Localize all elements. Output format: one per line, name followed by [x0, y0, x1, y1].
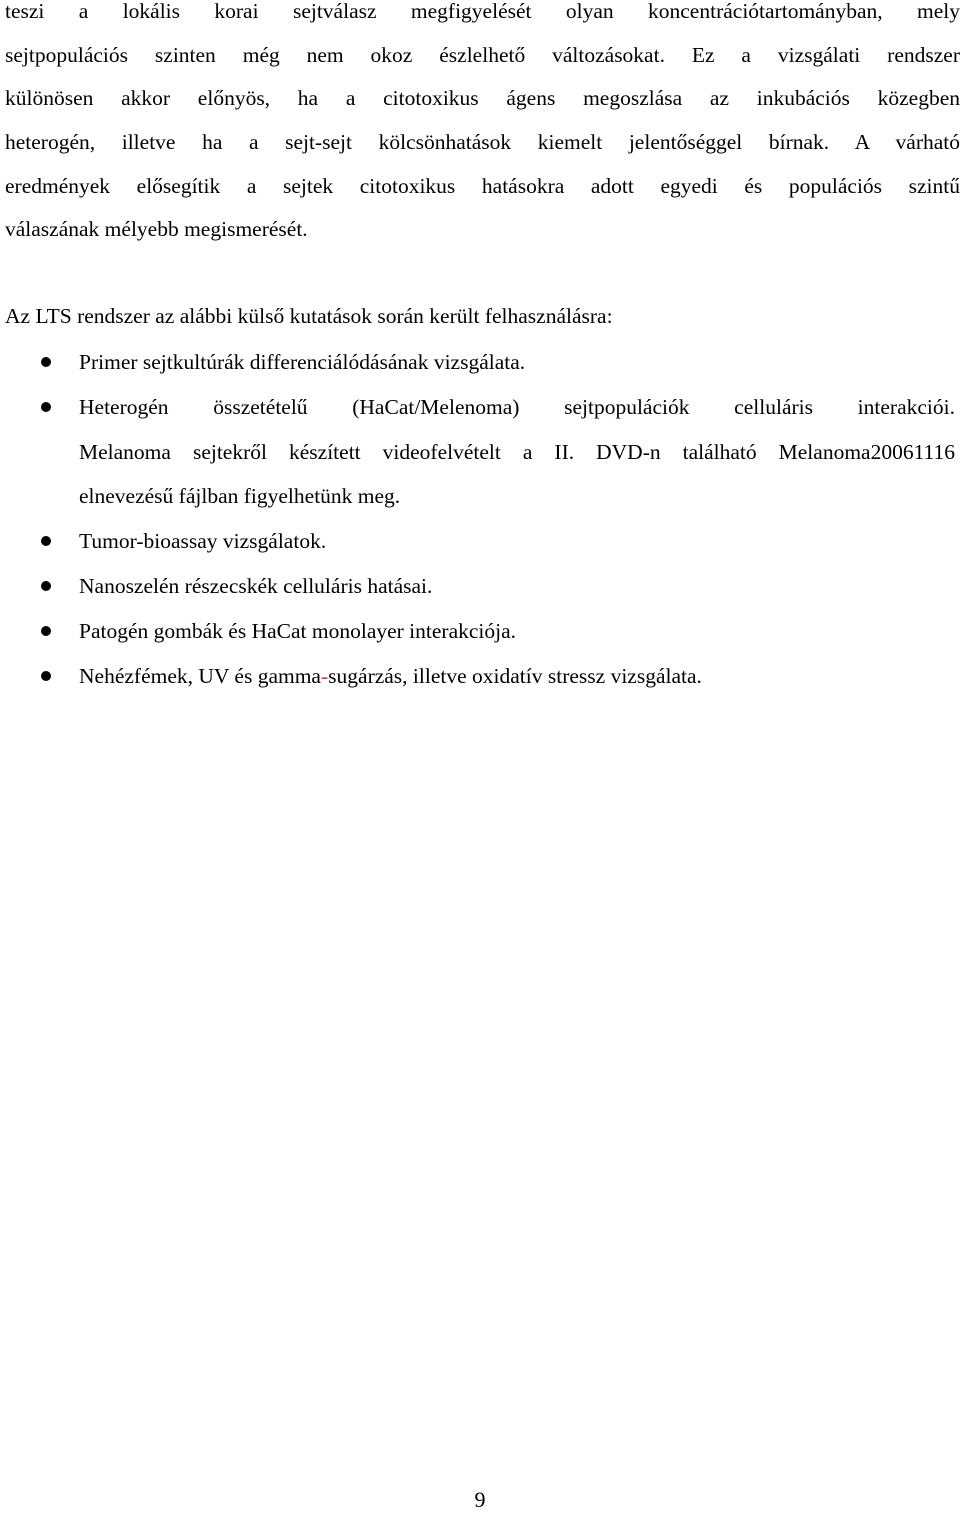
list-item — [0, 385, 960, 519]
bullet-icon — [41, 626, 51, 636]
list-item-line: Melanoma sejtekről készített videofelvételt a II. DVD-n található Melanoma20061116 — [79, 439, 955, 464]
list-item-text — [79, 385, 955, 519]
page-number: 9 — [474, 1487, 486, 1512]
hyphen-mark: - — [320, 663, 329, 688]
list-item-text-part: sugárzás, illetve oxidatív stressz vizsgálata. — [328, 663, 702, 688]
bullet-icon — [41, 581, 51, 591]
bullet-icon — [41, 671, 51, 681]
paragraph-line: eredmények elősegítik a sejtek citotoxikus hatásokra adott egyedi és populációs szintű — [5, 173, 960, 198]
list-item — [0, 519, 960, 564]
paragraph-line: heterogén, illetve ha a sejt-sejt kölcsönhatások kiemelt jelentőséggel bírnak. A várható — [5, 130, 960, 155]
list-item-text: Tumor-bioassay vizsgálatok. — [79, 529, 327, 554]
list-item — [0, 564, 960, 609]
list-item-text-part: Nehézfémek, UV és gamma — [79, 663, 321, 688]
list-item-line: elnevezésű fájlban figyelhetünk meg. — [79, 484, 401, 509]
bullet-icon — [41, 402, 51, 412]
list-item-text: Nanoszelén részecskék celluláris hatásai. — [79, 573, 433, 598]
list-intro: Az LTS rendszer az alábbi külső kutatások során került felhasználásra: — [5, 304, 613, 328]
list-item-text: Primer sejtkultúrák differenciálódásának vizsgálata. — [79, 350, 526, 374]
body-paragraph — [5, 0, 960, 252]
paragraph-line: teszi a lokális korai sejtválasz megfigyelését olyan koncentrációtartományban, mely — [5, 0, 960, 23]
list-item — [0, 609, 960, 654]
bullet-icon — [41, 357, 51, 367]
paragraph-line: válaszának mélyebb megismerését. — [5, 217, 308, 242]
list-item-text: Patogén gombák és HaCat monolayer interakciója. — [79, 618, 517, 643]
paragraph-line: sejtpopulációs szinten még nem okoz észlelhető változásokat. Ez a vizsgálati rendszer — [5, 42, 960, 67]
bullet-list — [0, 340, 960, 698]
list-item-line: Heterogén összetételű (HaCat/Melenoma) sejtpopulációk celluláris interakciói. — [79, 394, 955, 419]
bullet-icon — [41, 536, 51, 546]
list-item — [0, 654, 960, 699]
list-item-text — [79, 664, 702, 688]
paragraph-line: különösen akkor előnyös, ha a citotoxikus ágens megoszlása az inkubációs közegben — [5, 86, 960, 111]
list-item — [0, 340, 960, 385]
